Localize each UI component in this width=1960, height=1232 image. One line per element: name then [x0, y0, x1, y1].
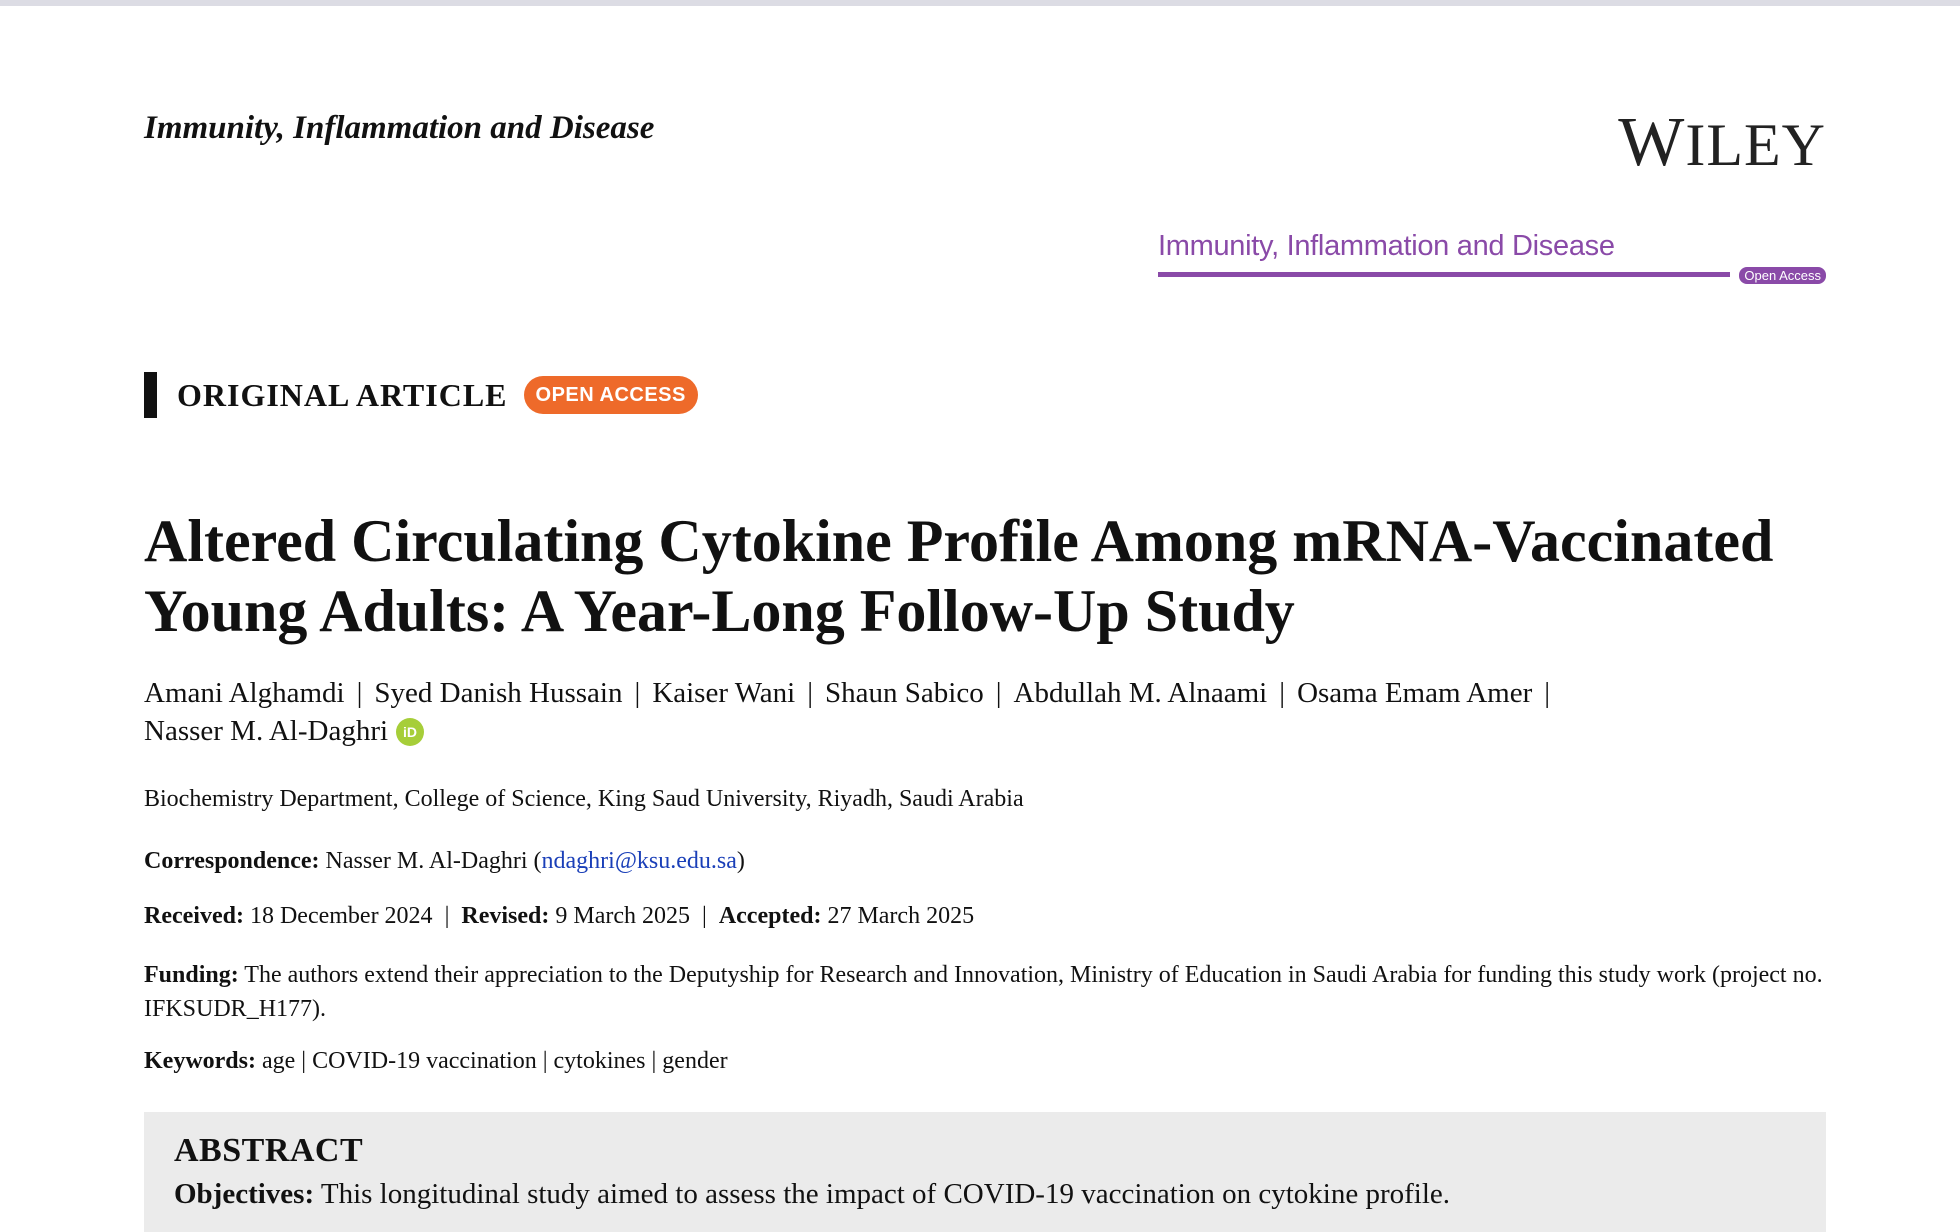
author-name[interactable]: Amani Alghamdi — [144, 677, 345, 709]
accepted-label: Accepted: — [718, 903, 822, 929]
abstract-objectives — [174, 1178, 1804, 1211]
article-type-marker — [144, 372, 157, 418]
top-border — [0, 0, 1960, 6]
logo-rest: ILEY — [1685, 112, 1826, 178]
logo-initial: W — [1618, 104, 1686, 181]
funding-label: Funding: — [144, 962, 239, 988]
author-name[interactable]: Osama Emam Amer — [1297, 677, 1533, 709]
author-name[interactable]: Kaiser Wani — [652, 677, 796, 709]
orcid-icon[interactable]: iD — [396, 718, 424, 746]
article-type-row — [144, 372, 698, 418]
journal-banner[interactable] — [1158, 226, 1826, 286]
correspondence-label: Correspondence: — [144, 848, 320, 874]
keywords-label: Keywords: — [144, 1048, 256, 1074]
author-name[interactable]: Syed Danish Hussain — [374, 677, 623, 709]
funding-text: The authors extend their appreciation to the Deputyship for Research and Innovation, Ministry of Education in Saudi Arabia for funding this study work (project no. IFKSUDR_H177). — [144, 962, 1823, 1022]
author-list — [144, 674, 1844, 750]
publisher-logo[interactable] — [1618, 104, 1826, 181]
author-separator: | — [807, 677, 814, 709]
funding-statement — [144, 958, 1826, 1026]
correspondence-email-link[interactable]: ndaghri@ksu.edu.sa — [541, 848, 737, 874]
objectives-text: This longitudinal study aimed to assess the impact of COVID-19 vaccination on cytokine profile. — [320, 1178, 1451, 1210]
author-name[interactable]: Nasser M. Al-Daghri — [144, 715, 389, 747]
revised-date: 9 March 2025 — [555, 903, 690, 929]
correspondence: Correspondence: Nasser M. Al-Daghri (ndaghri@ksu.edu.sa) — [144, 848, 745, 874]
date-separator: | — [444, 903, 450, 929]
author-separator: | — [1544, 677, 1551, 709]
objectives-label: Objectives: — [174, 1178, 315, 1210]
abstract-heading: ABSTRACT — [174, 1132, 364, 1169]
correspondence-name: Nasser M. Al-Daghri — [325, 848, 528, 874]
banner-rule — [1158, 272, 1730, 277]
revised-label: Revised: — [461, 903, 550, 929]
keywords — [144, 1048, 728, 1075]
keywords-text: age | COVID-19 vaccination | cytokines | gender — [261, 1048, 728, 1074]
abstract-box — [144, 1112, 1826, 1232]
author-separator: | — [1279, 677, 1286, 709]
article-title: Altered Circulating Cytokine Profile Among mRNA-Vaccinated Young Adults: A Year-Long Follow-Up Study — [144, 508, 1774, 644]
author-separator: | — [634, 677, 641, 709]
open-access-badge: OPEN ACCESS — [524, 376, 698, 414]
author-separator: | — [356, 677, 363, 709]
banner-open-access-badge: Open Access — [1739, 267, 1826, 284]
affiliation: Biochemistry Department, College of Science, King Saud University, Riyadh, Saudi Arabia — [144, 786, 1024, 812]
author-name[interactable]: Shaun Sabico — [825, 677, 984, 709]
article-dates — [144, 903, 974, 930]
article-type-label: ORIGINAL ARTICLE — [177, 376, 508, 413]
received-date: 18 December 2024 — [249, 903, 433, 929]
journal-name[interactable]: Immunity, Inflammation and Disease — [144, 110, 655, 146]
banner-title: Immunity, Inflammation and Disease — [1158, 230, 1615, 262]
received-label: Received: — [144, 903, 244, 929]
author-separator: | — [995, 677, 1002, 709]
author-name[interactable]: Abdullah M. Alnaami — [1013, 677, 1268, 709]
date-separator: | — [702, 903, 707, 929]
accepted-date: 27 March 2025 — [827, 903, 975, 929]
